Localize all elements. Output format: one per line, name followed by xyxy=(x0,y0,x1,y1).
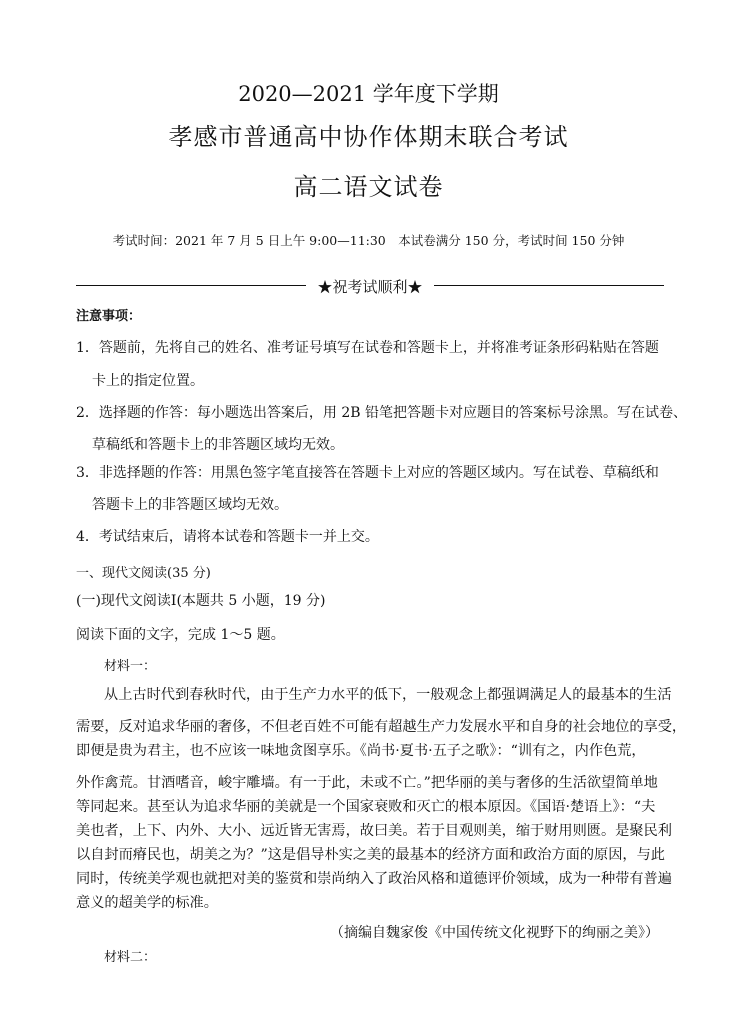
exam-meta: 考试时间：2021 年 7 月 5 日上午 9:00—11:30 本试卷满分 150 分，考试时间 150 分钟 xyxy=(112,233,625,248)
material1-line: 以自封而瘠民也，胡美之为？”这是倡导朴实之美的最基本的经济方面和政治方面的原因，与此 xyxy=(76,847,665,863)
material1-line: 意义的超美学的标准。 xyxy=(76,895,218,911)
material1-line: 同时，传统美学观也就把对美的鉴赏和崇尚纳入了政治风格和道德评价领域，成为一种带有普遍 xyxy=(76,871,672,887)
material1-source: （摘编自魏家俊《中国传统文化视野下的绚丽之美》） xyxy=(330,925,659,941)
note-line: 2．选择题的作答：每小题选出答案后，用 2B 铅笔把答题卡对应题目的答案标号涂黑。写在试卷、 xyxy=(76,405,688,421)
note-line: 1．答题前，先将自己的姓名、准考证号填写在试卷和答题卡上，并将准考证条形码粘贴在答题 xyxy=(76,340,659,356)
divider-left xyxy=(76,285,306,286)
subject-title: 高二语文试卷 xyxy=(293,173,444,201)
material1-line: 美也者，上下、内外、大小、远近皆无害焉，故曰美。若于目观则美，缩于财用则匮。是聚民利 xyxy=(76,823,672,839)
material2-label: 材料二： xyxy=(104,950,157,965)
divider-right xyxy=(434,285,664,286)
material1-line: 即便是贵为君主，也不应该一味地贪图享乐。《尚书·夏书·五子之歌》：“训有之，内作色荒， xyxy=(76,743,646,759)
material1-label: 材料一： xyxy=(104,659,157,674)
note-line: 4．考试结束后，请将本试卷和答题卡一并上交。 xyxy=(76,529,379,545)
note-line: 草稿纸和答题卡上的非答题区域均无效。 xyxy=(92,437,344,453)
term-title: 2020—2021 学年度下学期 xyxy=(238,82,499,106)
section-heading: 一、现代文阅读(35 分) xyxy=(76,566,211,581)
note-line: 3．非选择题的作答：用黑色签字笔直接答在答题卡上对应的答题区域内。写在试卷、草稿纸和 xyxy=(76,465,659,481)
material1-line: 外作禽荒。甘酒嗜音，峻宇雕墙。有一于此，未或不亡。”把华丽的美与奢侈的生活欲望简单地 xyxy=(76,775,658,791)
section-instruction: 阅读下面的文字，完成 1～5 题。 xyxy=(76,627,285,643)
material1-line: 从上古时代到春秋时代，由于生产力水平的低下，一般观念上都强调满足人的最基本的生活 xyxy=(104,687,672,703)
section-subheading: (一)现代文阅读Ⅰ(本题共 5 小题，19 分) xyxy=(76,593,326,609)
note-line: 答题卡上的非答题区域均无效。 xyxy=(92,497,288,513)
notes-title: 注意事项： xyxy=(76,309,142,324)
wish-text: ★祝考试顺利★ xyxy=(317,278,423,296)
note-line: 卡上的指定位置。 xyxy=(92,373,204,389)
exam-name-title: 孝感市普通高中协作体期末联合考试 xyxy=(168,123,569,151)
material1-line: 等同起来。甚至认为追求华丽的美就是一个国家衰败和灭亡的根本原因。《国语·楚语上》：“夫 xyxy=(76,799,656,815)
material1-line: 需要，反对追求华丽的奢侈，不但老百姓不可能有超越生产力发展水平和自身的社会地位的享受， xyxy=(76,719,687,735)
